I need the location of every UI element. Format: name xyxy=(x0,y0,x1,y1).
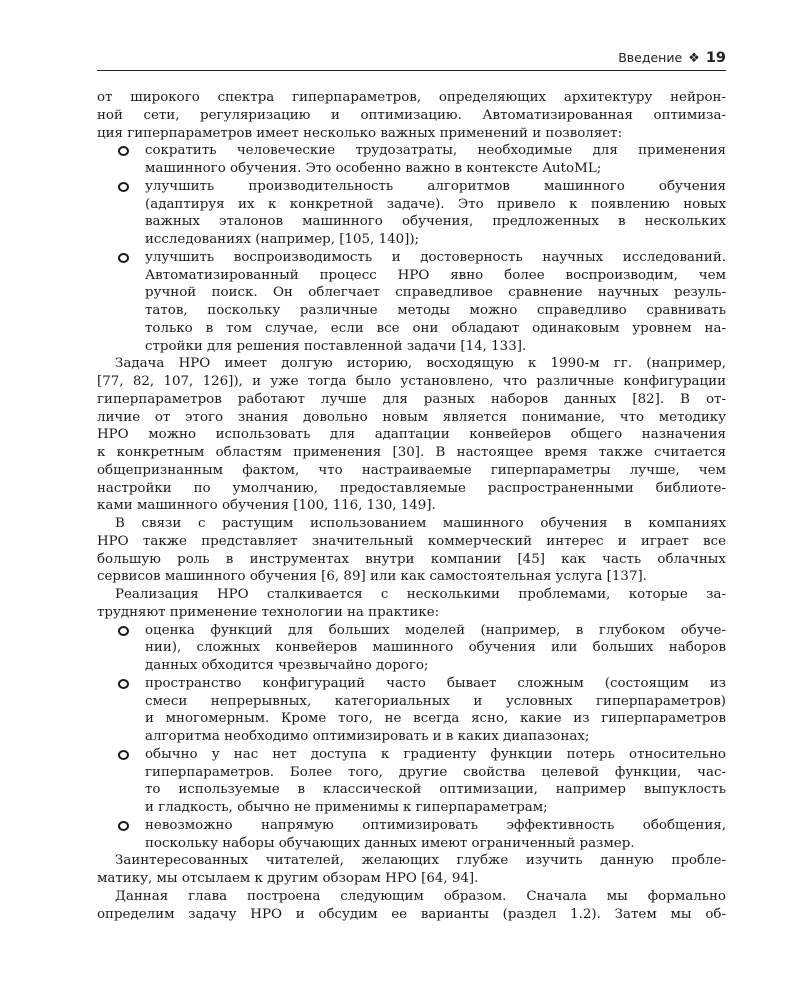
line-text: Данная глава построена следующим образом. Сначала мы формально xyxy=(115,888,726,904)
line-text: обычно у нас нет доступа к градиенту функции потерь относительно xyxy=(145,746,726,762)
paragraph-line xyxy=(97,852,726,870)
bullet-item-line xyxy=(97,338,726,356)
bullet-item-line xyxy=(97,142,726,160)
line-text: только в том случае, если все они обладают одинаковым уровнем на- xyxy=(145,320,726,336)
section-title: Введение xyxy=(618,50,683,65)
bullet-item-line xyxy=(97,160,726,178)
paragraph-line xyxy=(97,444,726,462)
bullet-item-line xyxy=(97,799,726,817)
paragraph-line xyxy=(97,426,726,444)
body-text xyxy=(97,89,726,923)
paragraph-line xyxy=(97,107,726,125)
line-text: настройки по умолчанию, предоставляемые распространенными библиоте- xyxy=(97,480,726,496)
paragraph-line xyxy=(97,391,726,409)
bullet-item-line xyxy=(97,693,726,711)
line-text: и гладкость, обычно не применимы к гиперпараметрам; xyxy=(145,800,548,815)
running-head xyxy=(618,50,726,66)
paragraph-line xyxy=(97,497,726,515)
bullet-circle-icon xyxy=(118,182,129,192)
line-text: от широкого спектра гиперпараметров, определяющих архитектуру нейрон- xyxy=(97,90,726,105)
line-text: Автоматизированный процесс HPO явно более воспроизводим, чем xyxy=(145,267,726,283)
line-text: сократить человеческие трудозатраты, необходимые для применения xyxy=(145,143,726,159)
fleuron-separator-icon: ❖ xyxy=(688,51,700,66)
line-text: В связи с растущим использованием машинного обучения в компаниях xyxy=(115,516,726,531)
bullet-item-line xyxy=(97,284,726,302)
bullet-item-line xyxy=(97,746,726,764)
line-text: гиперпараметров работают лучше для разных наборов данных [82]. В от- xyxy=(97,391,726,407)
paragraph-line xyxy=(97,480,726,498)
paragraph-line xyxy=(97,355,726,373)
paragraph-line xyxy=(97,870,726,888)
bullet-item-line xyxy=(97,728,726,746)
line-text: ной сети, регуляризацию и оптимизацию. Автоматизированная оптимиза- xyxy=(97,107,726,123)
line-text: алгоритма необходимо оптимизировать и в каких диапазонах; xyxy=(145,729,590,744)
bullet-item-line xyxy=(97,622,726,640)
bullet-item-line xyxy=(97,781,726,799)
line-text: данных обходится чрезвычайно дорого; xyxy=(145,658,429,673)
line-text: улучшить воспроизводимость и достоверность научных исследований. xyxy=(145,249,726,265)
paragraph-line xyxy=(97,551,726,569)
line-text: поскольку наборы обучающих данных имеют ограниченный размер. xyxy=(145,835,635,851)
paragraph-line xyxy=(97,568,726,586)
bullet-item-line xyxy=(97,267,726,285)
bullet-item-line xyxy=(97,231,726,249)
bullet-item-line xyxy=(97,178,726,196)
line-text: матику, мы отсылаем к другим обзорам HPO [64, 94]. xyxy=(97,871,479,886)
bullet-item-line xyxy=(97,320,726,338)
line-text: большую роль в инструментах внутри компании [45] как часть облачных xyxy=(97,551,726,567)
line-text: гиперпараметров. Более того, другие свойства целевой функции, час- xyxy=(145,764,726,780)
line-text: Задача HPO имеет долгую историю, восходящую к 1990-м гг. (например, xyxy=(115,356,726,372)
line-text: [77, 82, 107, 126]), и уже тогда было установлено, что различные конфигурации xyxy=(97,374,726,389)
paragraph-line xyxy=(97,462,726,480)
paragraph-line xyxy=(97,89,726,107)
paragraph-line xyxy=(97,604,726,622)
line-text: определим задачу HPO и обсудим ее варианты (раздел 1.2). Затем мы об- xyxy=(97,906,726,922)
line-text: исследованиях (например, [105, 140]); xyxy=(145,232,420,247)
line-text: невозможно напрямую оптимизировать эффективность обобщения, xyxy=(145,817,726,833)
line-text: ручной поиск. Он облегчает справедливое сравнение научных резуль- xyxy=(145,285,726,301)
line-text: трудняют применение технологии на практике: xyxy=(97,604,440,620)
bullet-item-line xyxy=(97,657,726,675)
bullet-item-line xyxy=(97,249,726,267)
line-text: Заинтересованных читателей, желающих глубже изучить данную пробле- xyxy=(115,853,726,869)
line-text: HPO также представляет значительный коммерческий интерес и играет все xyxy=(97,533,726,549)
bullet-circle-icon xyxy=(118,679,129,689)
paragraph-line xyxy=(97,888,726,906)
line-text: (адаптируя их к конкретной задаче). Это привело к появлению новых xyxy=(145,196,726,212)
line-text: HPO можно использовать для адаптации конвейеров общего назначения xyxy=(97,427,726,443)
bullet-item-line xyxy=(97,639,726,657)
line-text: пространство конфигураций часто бывает сложным (состоящим из xyxy=(145,675,726,691)
line-text: стройки для решения поставленной задачи [14, 133]. xyxy=(145,338,527,354)
paragraph-line xyxy=(97,586,726,604)
paragraph-line xyxy=(97,409,726,427)
bullet-item-line xyxy=(97,817,726,835)
bullet-item-line xyxy=(97,835,726,853)
line-text: и многомерным. Кроме того, не всегда ясно, какие из гиперпараметров xyxy=(145,711,726,727)
paragraph-line xyxy=(97,373,726,391)
bullet-item-line xyxy=(97,710,726,728)
paragraph-line xyxy=(97,515,726,533)
line-text: то используемые в классической оптимизации, например выпуклость xyxy=(145,782,726,798)
bullet-item-line xyxy=(97,764,726,782)
bullet-circle-icon xyxy=(118,253,129,263)
bullet-item-line xyxy=(97,302,726,320)
running-header xyxy=(97,44,726,71)
bullet-circle-icon xyxy=(118,146,129,156)
bullet-circle-icon xyxy=(118,750,129,760)
bullet-item-line xyxy=(97,196,726,214)
line-text: оценка функций для больших моделей (например, в глубоком обуче- xyxy=(145,622,726,638)
line-text: к конкретным областям применения [30]. В настоящее время также считается xyxy=(97,445,726,460)
paragraph-line xyxy=(97,125,726,143)
bullet-circle-icon xyxy=(118,821,129,831)
line-text: важных эталонов машинного обучения, предложенных в нескольких xyxy=(145,214,726,230)
line-text: личие от этого знания довольно новым является понимание, что методику xyxy=(97,409,726,425)
line-text: нии), сложных конвейеров машинного обучения или больших наборов xyxy=(145,640,726,656)
line-text: ция гиперпараметров имеет несколько важных применений и позволяет: xyxy=(97,125,623,141)
line-text: сервисов машинного обучения [6, 89] или как самостоятельная услуга [137]. xyxy=(97,569,647,585)
line-text: улучшить производительность алгоритмов машинного обучения xyxy=(145,178,726,194)
line-text: общепризнанным фактом, что настраиваемые гиперпараметры лучше, чем xyxy=(97,462,726,478)
line-text: татов, поскольку различные методы можно справедливо сравнивать xyxy=(145,303,726,318)
line-text: ками машинного обучения [100, 116, 130, 149]. xyxy=(97,498,436,514)
bullet-item-line xyxy=(97,675,726,693)
paragraph-line xyxy=(97,906,726,924)
page-number: 19 xyxy=(705,50,726,66)
line-text: машинного обучения. Это особенно важно в контексте AutoML; xyxy=(145,161,602,176)
bullet-circle-icon xyxy=(118,626,129,636)
paragraph-line xyxy=(97,533,726,551)
bullet-item-line xyxy=(97,213,726,231)
line-text: смеси непрерывных, категориальных и условных гиперпараметров) xyxy=(145,693,726,709)
line-text: Реализация HPO сталкивается с несколькими проблемами, которые за- xyxy=(115,587,726,602)
